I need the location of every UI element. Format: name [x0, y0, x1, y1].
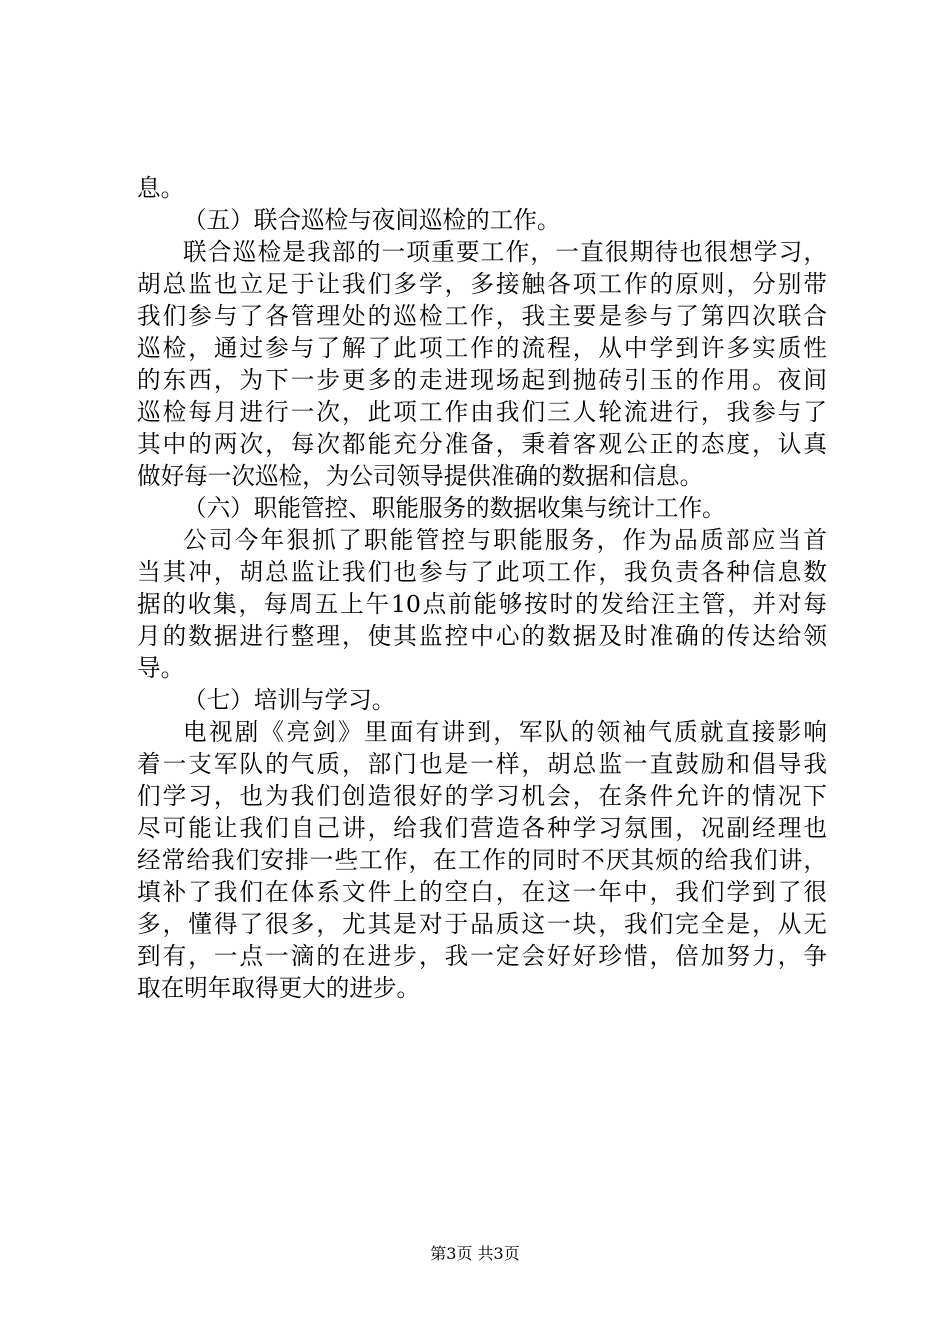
text-line: 月的数据进行整理，使其监控中心的数据及时准确的传达给领 [137, 622, 827, 650]
section-heading-5: （五）联合巡检与夜间巡检的工作。 [183, 206, 561, 234]
section-heading-6: （六）职能管控、职能服务的数据收集与统计工作。 [183, 494, 726, 522]
text-line: 巡检每月进行一次，此项工作由我们三人轮流进行，我参与了 [137, 398, 827, 426]
text-line: 其中的两次，每次都能充分准备，秉着客观公正的态度，认真 [137, 430, 827, 458]
section-heading-7: （七）培训与学习。 [183, 686, 396, 714]
text-line: 据的收集，每周五上午10点前能够按时的发给汪主管，并对每 [137, 590, 827, 618]
text-line: 我们参与了各管理处的巡检工作，我主要是参与了第四次联合 [137, 302, 827, 330]
text-line: 着一支军队的气质，部门也是一样，胡总监一直鼓励和倡导我 [137, 750, 827, 778]
text-line: 公司今年狠抓了职能管控与职能服务，作为品质部应当首 [183, 526, 827, 554]
text-line: 当其冲，胡总监让我们也参与了此项工作，我负责各种信息数 [137, 558, 827, 586]
text-line: 联合巡检是我部的一项重要工作，一直很期待也很想学习， [183, 238, 827, 266]
text-line: 到有，一点一滴的在进步，我一定会好好珍惜，倍加努力，争 [137, 942, 827, 970]
body-text [137, 172, 827, 1004]
text-line: 息。 [137, 174, 185, 202]
page-number-footer: 第3页 共3页 [430, 1244, 520, 1263]
text-line: 尽可能让我们自己讲，给我们营造各种学习氛围，况副经理也 [137, 814, 827, 842]
text-line: 的东西，为下一步更多的走进现场起到抛砖引玉的作用。夜间 [137, 366, 827, 394]
text-line: 做好每一次巡检，为公司领导提供准确的数据和信息。 [137, 462, 704, 490]
text-line: 电视剧《亮剑》里面有讲到，军队的领袖气质就直接影响 [183, 718, 827, 746]
text-line: 导。 [137, 654, 185, 682]
text-line: 取在明年取得更大的进步。 [137, 974, 421, 1002]
text-line: 填补了我们在体系文件上的空白，在这一年中，我们学到了很 [137, 878, 827, 906]
text-line: 经常给我们安排一些工作，在工作的同时不厌其烦的给我们讲， [137, 846, 827, 874]
text-line: 胡总监也立足于让我们多学，多接触各项工作的原则，分别带 [137, 270, 827, 298]
text-line: 们学习，也为我们创造很好的学习机会，在条件允许的情况下 [137, 782, 827, 810]
text-line: 巡检，通过参与了解了此项工作的流程，从中学到许多实质性 [137, 334, 827, 362]
text-line: 多，懂得了很多，尤其是对于品质这一块，我们完全是，从无 [137, 910, 827, 938]
